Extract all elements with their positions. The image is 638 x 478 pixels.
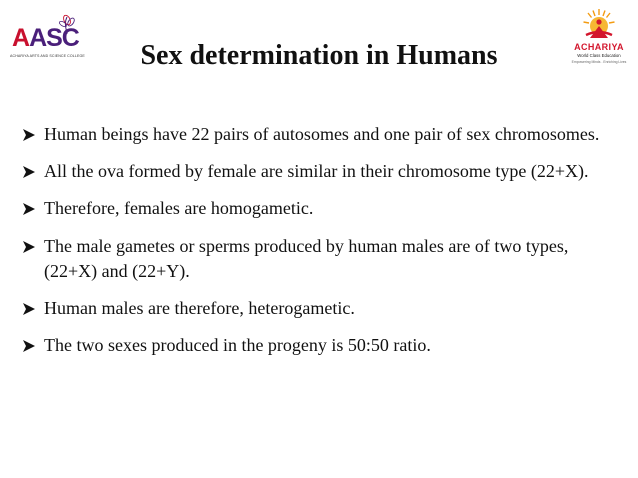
slide-title: Sex determination in Humans [140,40,498,71]
achariya-logo [566,8,632,66]
bullet-text: Human beings have 22 pairs of autosomes and one pair of sex chromosomes. [44,124,600,144]
bullet-list [22,122,622,370]
bullet-item [22,234,622,284]
bullet-item [22,296,622,321]
college-logo-letters: AASC [12,24,79,52]
bullet-text: Therefore, females are homogametic. [44,198,314,219]
arrowhead-bullet-icon [22,128,36,142]
bullet-text: All the ova formed by female are similar in their chromosome type (22+X). [44,161,589,182]
bullet-item [22,122,622,147]
bullet-item [22,159,622,184]
bullet-text: The two sexes produced in the progeny is 50:50 ratio. [44,334,431,355]
bullet-item [22,333,622,358]
sun-figure-icon [582,8,616,42]
arrowhead-bullet-icon [22,165,36,179]
arrowhead-bullet-icon [22,202,36,216]
achariya-tagline: World Class Education [577,53,621,58]
achariya-brand: ACHARIYA [574,42,624,52]
bullet-text: The male gametes or sperms produced by human males are of two types, (22+X) and (22+Y). [44,235,569,281]
bullet-text: Human males are therefore, heterogametic. [44,297,355,318]
achariya-subtagline: Empowering Minds . Enriching Lives [571,60,627,64]
arrowhead-bullet-icon [22,302,36,316]
college-logo-subtitle: ACHARIYA ARTS AND SCIENCE COLLEGE [10,54,85,58]
arrowhead-bullet-icon [22,240,36,254]
bullet-item [22,196,622,221]
arrowhead-bullet-icon [22,339,36,353]
